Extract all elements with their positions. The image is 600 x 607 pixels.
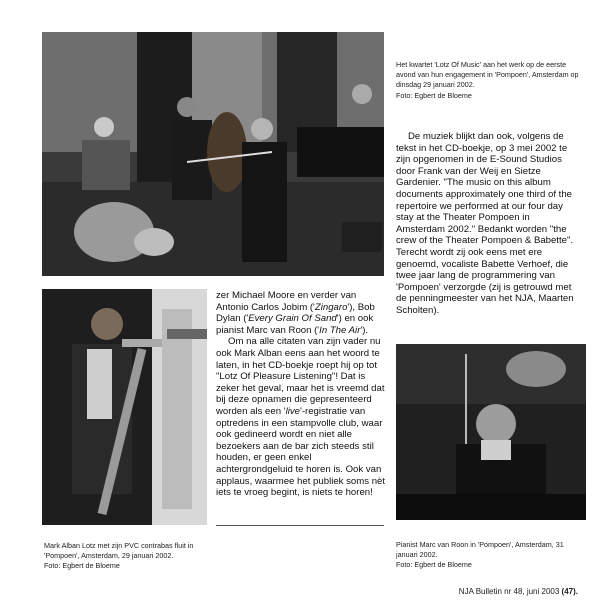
right-column-text [396,131,580,317]
right-photo-caption [396,540,576,571]
flute-player-photo [42,289,207,525]
pianist-photo [396,344,586,520]
page-footer [459,587,578,596]
caption-text: Het kwartet 'Lotz Of Music' aan het werk op de eerste avond van hun engagement in 'Pompoen', Amsterdam op dinsdag 29 januari 2002. [396,60,579,90]
caption-text: Pianist Marc van Roon in 'Pompoen', Amsterdam, 31 januari 2002. [396,540,564,560]
caption-text: Mark Alban Lotz met zijn PVC contrabas fluit in 'Pompoen', Amsterdam, 29 januari 2002. [44,541,194,561]
photo-credit: Foto: Egbert de Bloeme [396,560,472,570]
paragraph: zer Michael Moore en verder van Antonio Carlos Jobim ('Zingaro'), Bob Dylan ('Every Grain Of Sand') en ook pianist Marc van Roon ('In The Air'). [216,290,375,336]
left-photo-caption [44,541,209,572]
page-number: (47). [561,587,578,596]
paragraph: Om na alle citaten van zijn vader nu ook Mark Alban eens aan het woord te laten, in het CD-boekje roept hij op tot "Lotz Of Pleasure Listening"! Dat is zeker het geval, maar het is vreemd dat bij deze opnamen die gepresenteerd worden als een 'live'-registratie van optredens in een stampvolle club, waar ook gedineerd wordt en niet alle bezoekers aan de bar zich steeds stil houden, er geen enkel achtergrondgeluid te horen is. Ook van applaus, waarmee het publiek soms nèt iets te vroeg begint, is niets te horen! [216,336,386,499]
top-photo-caption [396,60,581,101]
middle-column-text [216,290,388,499]
quartet-photo [42,32,384,276]
photo-credit: Foto: Egbert de Bloeme [396,90,472,100]
divider [216,525,384,526]
photo-credit: Foto: Egbert de Bloeme [44,561,120,571]
paragraph: De muziek blijkt dan ook, volgens de tekst in het CD-boekje, op 3 mei 2002 te zijn opgenomen in de E-Sound Studios door Frank van der Weij en Sietze Gardenier. "The music on this album documents approximately one third of the repertoire we performed at our four day stay at the Theater Pompoen in Amsterdam 2002." Bedankt worden "the crew of the Theater Pompoen & Babette". Terecht wordt zij ook eens met ere genoemd, vocaliste Babette Verhoef, die twee jaar lang de programmering van 'Pompoen' verzorgde (zij is getrouwd met de penningmeester van het NJA, Maarten Scholten). [396,131,574,316]
publication-label: NJA Bulletin nr 48, juni 2003 [458,587,560,596]
